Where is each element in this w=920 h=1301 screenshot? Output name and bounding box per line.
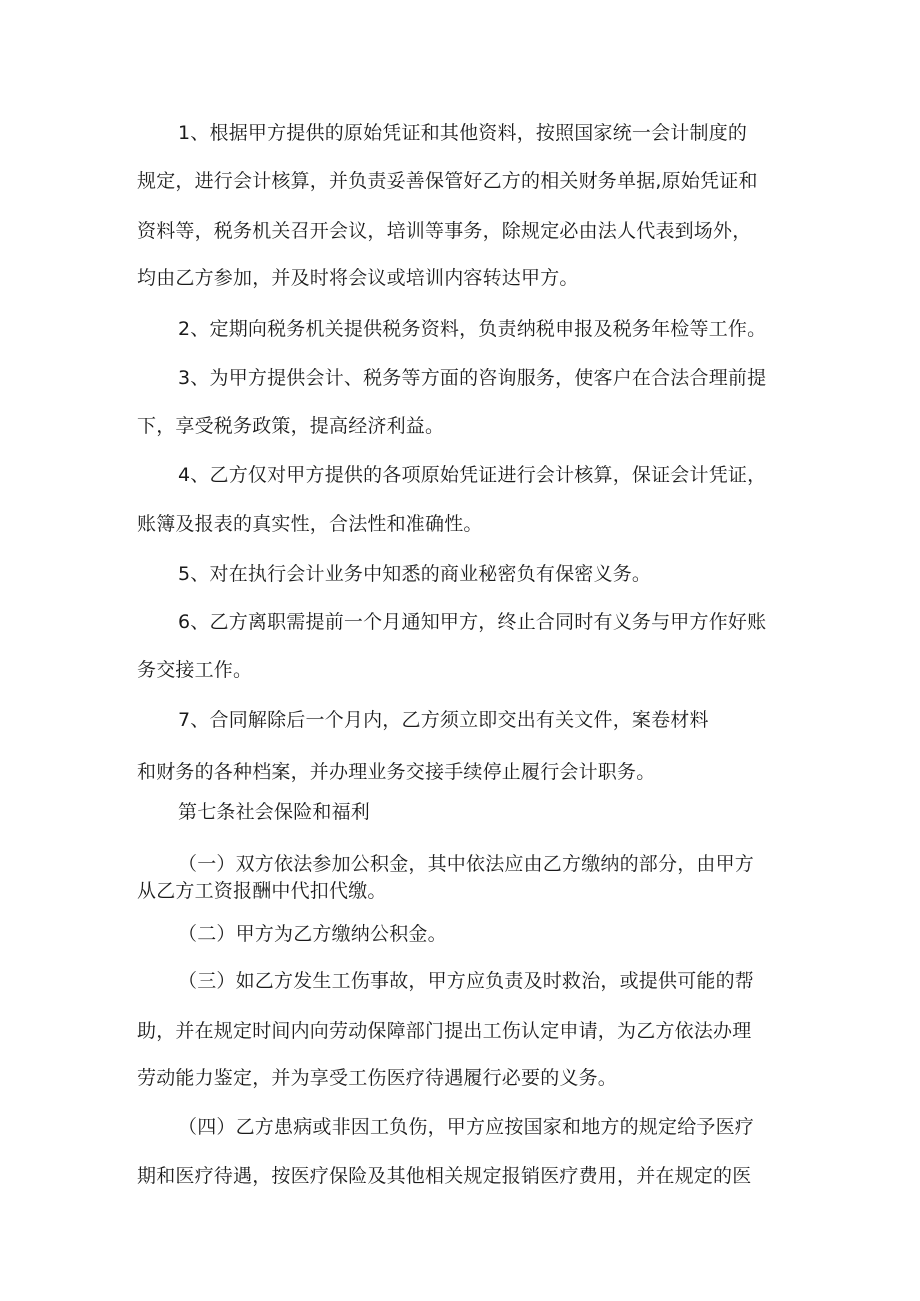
- text-line: 下，享受税务政策，提高经济利益。: [137, 415, 445, 437]
- text-line: （二）甲方为乙方缴纳公积金。: [178, 923, 447, 945]
- text-line: 和财务的各种档案，并办理业务交接手续停止履行会计职务。: [137, 761, 656, 783]
- text-line: 7、合同解除后一个月内，乙方须立即交出有关文件，案卷材料: [178, 709, 709, 731]
- text-line: 务交接工作。: [137, 659, 253, 681]
- text-line: 期和医疗待遇，按医疗保险及其他相关规定报销医疗费用，并在规定的医: [137, 1165, 752, 1187]
- text-line: 2、定期向税务机关提供税务资料，负责纳税申报及税务年检等工作。: [178, 318, 767, 340]
- text-line: （三）如乙方发生工伤事故，甲方应负责及时救治，或提供可能的帮: [178, 970, 755, 992]
- text-line: 均由乙方参加，并及时将会议或培训内容转达甲方。: [137, 267, 579, 289]
- text-line: 资料等，税务机关召开会议，培训等事务，除规定必由法人代表到场外，: [137, 220, 752, 242]
- text-line: 6、乙方离职需提前一个月通知甲方，终止合同时有义务与甲方作好账: [178, 611, 767, 633]
- text-line: 4、乙方仅对甲方提供的各项原始凭证进行会计核算，保证会计凭证，: [178, 464, 767, 486]
- text-line: 账簿及报表的真实性，合法性和准确性。: [137, 513, 483, 535]
- text-line: 3、为甲方提供会计、税务等方面的咨询服务，使客户在合法合理前提: [178, 367, 767, 389]
- text-line: 从乙方工资报酬中代扣代缴。: [137, 880, 387, 902]
- text-line: （一）双方依法参加公积金，其中依法应由乙方缴纳的部分，由甲方: [178, 853, 755, 875]
- text-line: 规定，进行会计核算，并负责妥善保管好乙方的相关财务单据,原始凭证和: [137, 170, 758, 192]
- section-heading: 第七条社会保险和福利: [178, 801, 371, 823]
- text-line: （四）乙方患病或非因工负伤，甲方应按国家和地方的规定给予医疗: [178, 1116, 755, 1138]
- text-line: 助，并在规定时间内向劳动保障部门提出工伤认定申请，为乙方依法办理: [137, 1020, 752, 1042]
- text-line: 1、根据甲方提供的原始凭证和其他资料，按照国家统一会计制度的: [178, 122, 748, 144]
- text-line: 5、对在执行会计业务中知悉的商业秘密负有保密义务。: [178, 563, 652, 585]
- text-line: 劳动能力鉴定，并为享受工伤医疗待遇履行必要的义务。: [137, 1067, 618, 1089]
